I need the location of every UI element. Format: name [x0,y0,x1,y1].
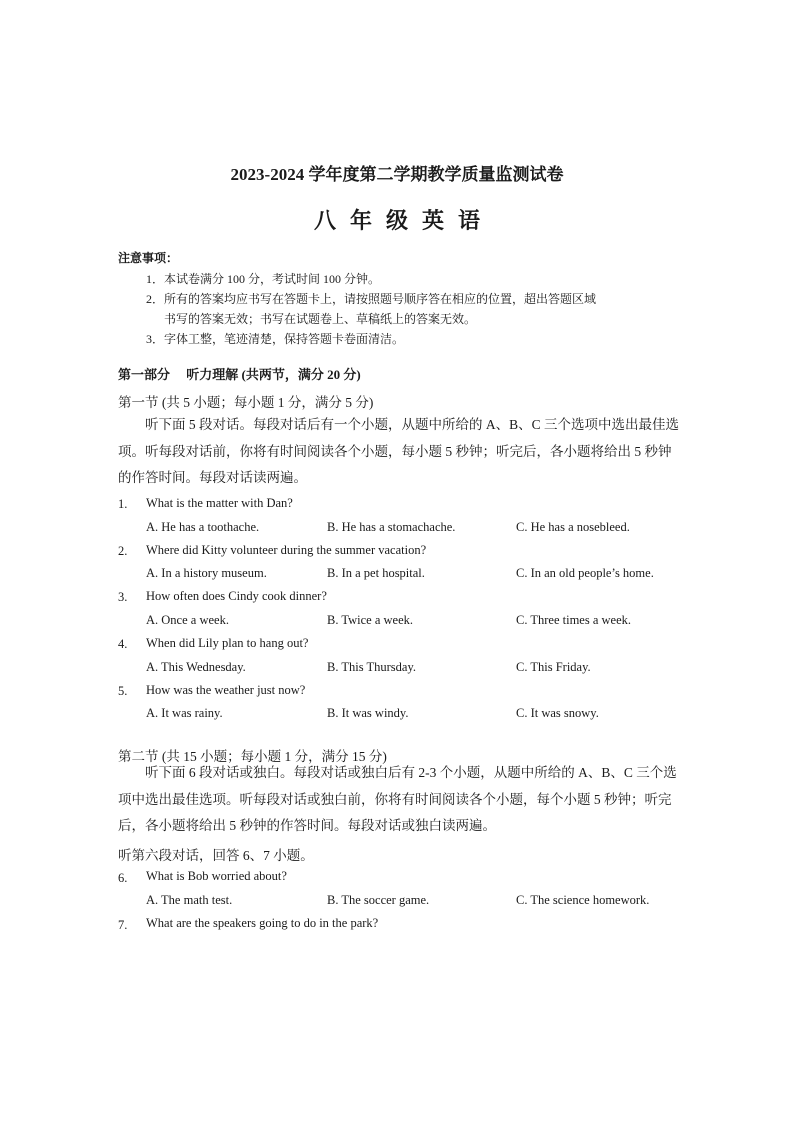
question-number: 5. [118,684,128,698]
option-a: A. It was rainy. [146,706,223,720]
option-b: B. It was windy. [327,706,409,720]
question-number: 2. [118,544,128,558]
section-heading: 第一节 (共 5 小题；每小题 1 分，满分 5 分) [118,395,374,410]
option-b: B. The soccer game. [327,893,430,907]
option-c: C. He has a nosebleed. [516,520,630,534]
question-number: 3. [118,590,128,604]
note-item: 书写的答案无效；书写在试题卷上、草稿纸上的答案无效。 [164,312,477,326]
exam-title: 2023-2024 学年度第二学期教学质量监测试卷 [230,165,564,184]
option-c: C. It was snowy. [516,706,599,720]
option-c: C. The science homework. [516,893,650,907]
dialog-intro: 听第六段对话，回答 6、7 小题。 [118,848,314,863]
note-item: 3．字体工整，笔迹清楚，保持答题卡卷面清洁。 [146,332,405,346]
option-a: A. In a history museum. [146,566,267,580]
option-a: A. Once a week. [146,613,229,627]
notes-heading: 注意事项： [118,251,179,265]
question-number: 6. [118,871,128,885]
option-b: B. He has a stomachache. [327,520,456,534]
section-heading: 第二节 (共 15 小题；每小题 1 分，满分 15 分) [118,749,387,764]
part-heading: 第一部分 听力理解 (共两节，满分 20 分) [118,367,361,382]
question-number: 4. [118,637,128,651]
question-text: How was the weather just now? [146,683,306,697]
question-text: How often does Cindy cook dinner? [146,589,327,603]
option-b: B. Twice a week. [327,613,414,627]
option-c: C. This Friday. [516,660,591,674]
option-b: B. In a pet hospital. [327,566,425,580]
section-instructions: 听下面 5 段对话。每段对话后有一个小题，从题中所给的 A、B、C 三个选项中选出最佳选项。听每段对话前，你将有时间阅读各个小题，每小题 5 秒钟；听完后，各小题将给出 5 秒钟的作答时间。每段对话读两遍。 [118,417,680,485]
option-a: A. This Wednesday. [146,660,246,674]
option-a: A. He has a toothache. [146,520,260,534]
note-item: 1．本试卷满分 100 分，考试时间 100 分钟。 [146,272,381,286]
note-item: 2．所有的答案均应书写在答题卡上，请按照题号顺序答在相应的位置，超出答题区域 [146,292,597,306]
question-number: 7. [118,918,128,932]
subject-title: 八年级英语 [313,208,494,233]
question-text: What are the speakers going to do in the park? [146,916,379,930]
question-text: What is Bob worried about? [146,869,287,883]
question-number: 1. [118,497,128,511]
option-a: A. The math test. [146,893,233,907]
question-text: What is the matter with Dan? [146,496,293,510]
section-instructions: 听下面 6 段对话或独白。每段对话或独白后有 2-3 个小题，从题中所给的 A、B、C 三个选项中选出最佳选项。听每段对话或独白前，你将有时间阅读各个小题，每个小题 5 秒钟；听完后，各小题将给出 5 秒钟的作答时间。每段对话或独白读两遍。 [118,765,677,833]
question-text: When did Lily plan to hang out? [146,636,309,650]
option-b: B. This Thursday. [327,660,417,674]
question-text: Where did Kitty volunteer during the summer vacation? [146,543,427,557]
option-c: C. In an old people’s home. [516,566,654,580]
option-c: C. Three times a week. [516,613,632,627]
